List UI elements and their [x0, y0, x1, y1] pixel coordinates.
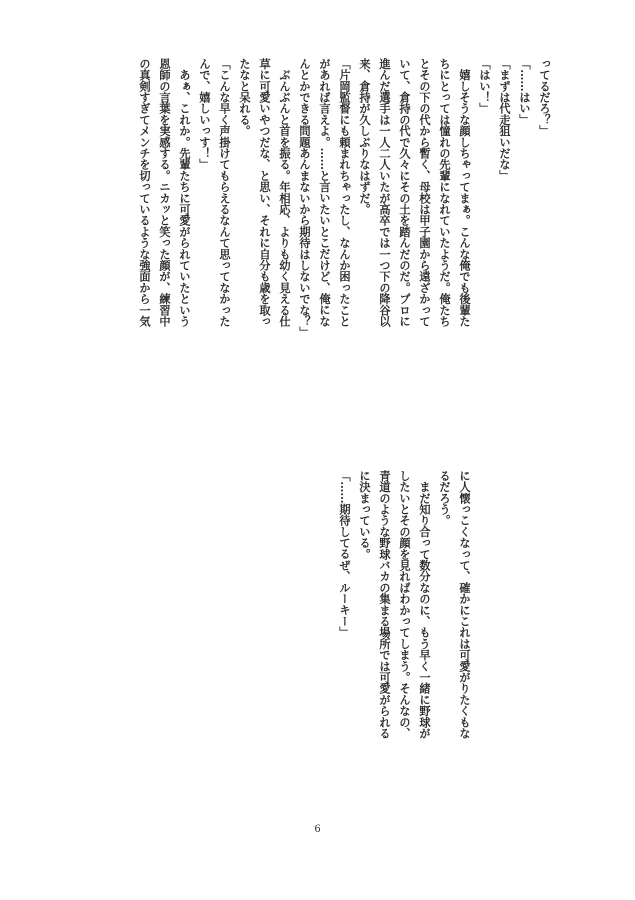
text-line: ってるだろ？」 [538, 58, 552, 137]
page-number: 6 [314, 824, 321, 835]
text-line: 青道のような野球バカの集まる場所では可愛がられる [378, 470, 392, 739]
text-line: いて、倉持の代で久々にその土を踏んだのだ。プロに [398, 58, 412, 327]
text-line: たなと呆れる。 [238, 58, 252, 137]
text-line: あぁ、これか。先輩たちに可愛がられていたという [178, 58, 192, 327]
text-line: 進んだ選手は一人二人いたが高卒では一つ下の降谷以 [378, 58, 392, 327]
lower-text-block [338, 470, 475, 739]
text-line: に人懐っこくなって、確かにこれは可愛がりたくもな [458, 470, 472, 739]
text-line: 恩師の言葉を実感する。ニカッと笑った顔が、練習中 [158, 58, 172, 327]
text-line: 「片岡監督にも頼まれちゃったし、なんか困ったこと [338, 58, 352, 327]
text-line: 「まずは代走狙いだな」 [498, 58, 512, 182]
text-line: したいとその顔を見ればわかってしまう。そんなの、 [398, 470, 412, 739]
text-line: 「……期待してるぜ、ルーキー」 [338, 470, 352, 638]
text-line: るだろう。 [438, 470, 452, 526]
text-line: 来、倉持が久しぶりなはずだ。 [358, 58, 372, 215]
text-line: とその下の代から暫く、母校は甲子園から遠ざかって [418, 58, 432, 327]
text-line: 「こんな早く声掛けてもらえるなんて思ってなかった [218, 58, 232, 327]
text-line: 嬉しそうな顔しちゃってまぁ。こんな俺でも後輩た [458, 58, 472, 327]
upper-text-block [35, 58, 555, 400]
text-line: ちにとっては憧れの先輩になれていたようだ。俺たち [438, 58, 452, 327]
text-line: に決まっている。 [358, 470, 372, 560]
text-line: 「はい！」 [478, 58, 492, 114]
text-line: 草に可愛いやつだな、と思い、それに自分も歳を取っ [258, 58, 272, 327]
text-line: ぶんぶんと首を振る。年相応、よりも幼く見える仕 [278, 58, 292, 327]
text-line: の真剣すぎてメンチを切っているような強面から一気 [138, 58, 152, 327]
text-line: んとかできる問題あんまないから期待はしないでな？」 [298, 58, 312, 338]
text-line: 「……はい」 [518, 58, 532, 126]
text-line: があれば言えよ。……と言いたいとこだけど、俺にな [318, 58, 332, 327]
text-line: んで、嬉しいっす！」 [198, 58, 212, 170]
text-line: まだ知り合って数分なのに、もう早く一緒に野球が [418, 470, 432, 739]
